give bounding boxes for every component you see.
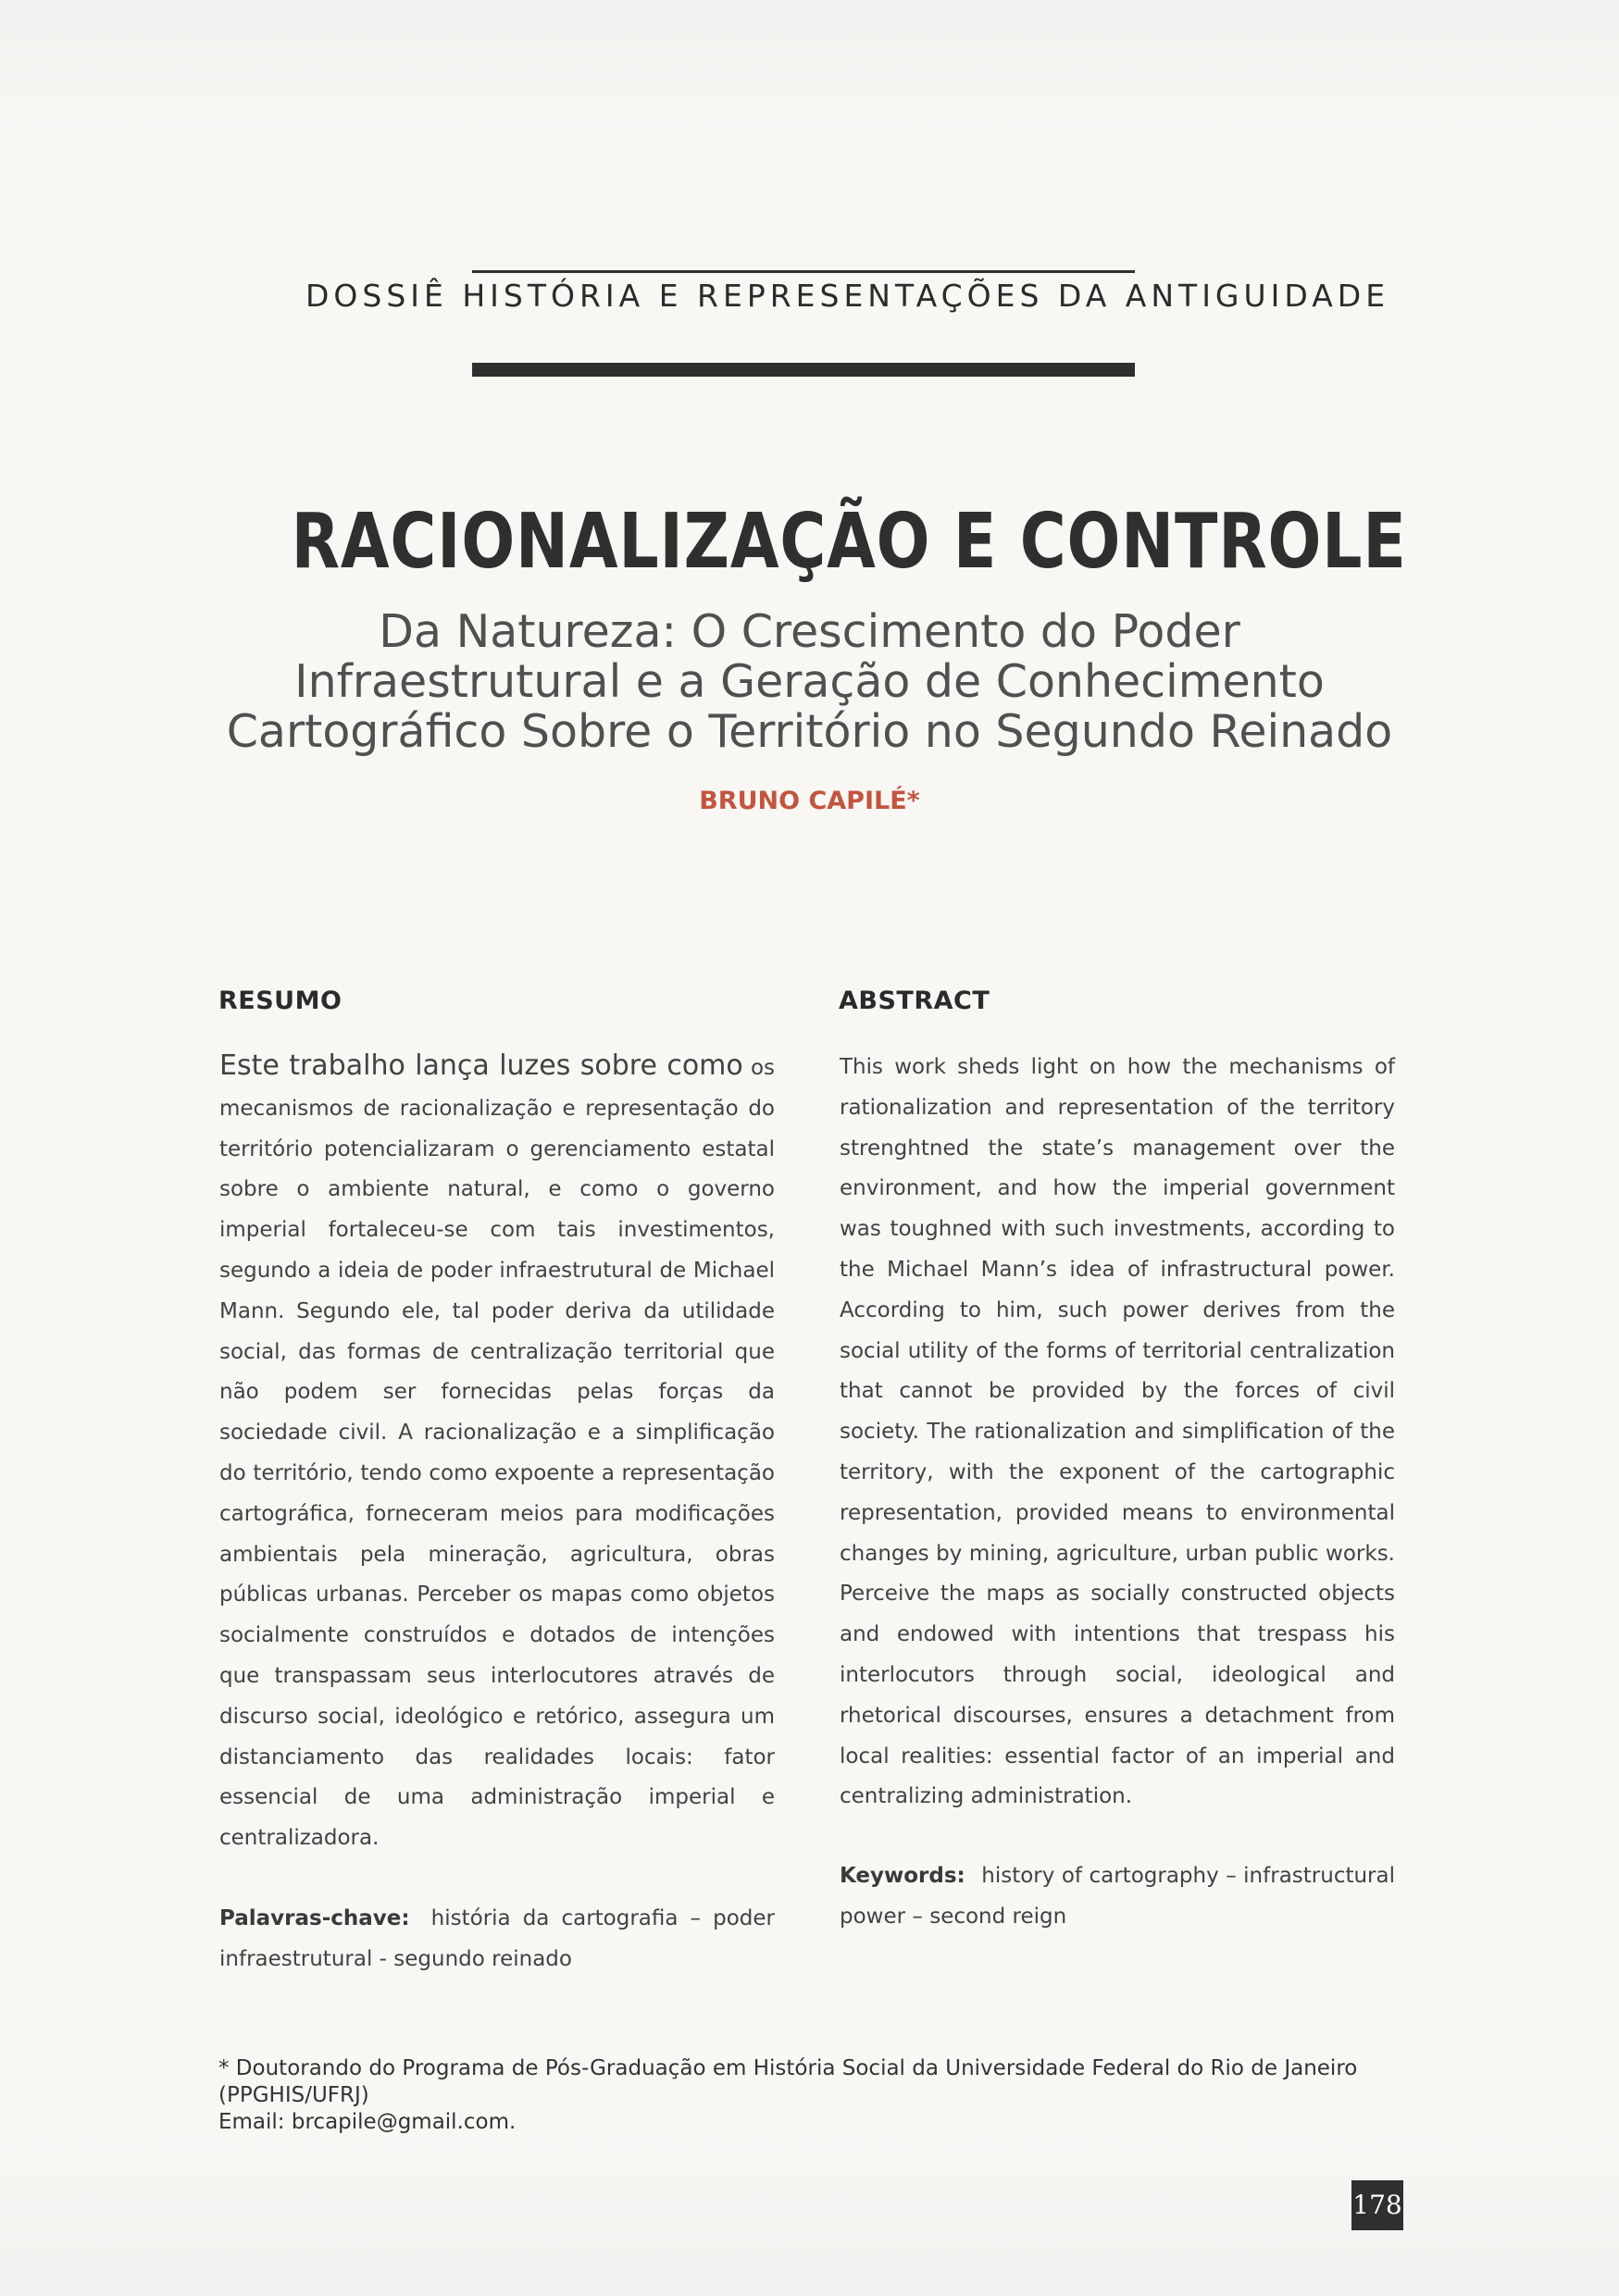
abstract-keywords-text: history of cartography – infrastructural power – second reign [840, 1864, 1395, 1929]
dossier-header: DOSSIÊ HISTÓRIA E REPRESENTAÇÕES DA ANTIGUIDADE [305, 278, 1390, 314]
author-footnote [218, 2055, 1403, 2136]
resumo-heading: RESUMO [218, 987, 342, 1015]
abstract-keywords-label: Keywords: [840, 1864, 965, 1888]
article-title: RACIONALIZAÇÃO E CONTROLE [291, 498, 1407, 586]
article-subtitle [167, 607, 1452, 757]
resumo-text [219, 1046, 775, 1859]
page-number: 178 [1351, 2180, 1403, 2230]
resumo-body: os mecanismos de racionalização e representação do território potencializaram o gerenciamento estatal sobre o ambiente natural, e como o governo imperial fortaleceu-se com tais investimentos, segundo a ideia de poder infraestrutural de Michael Mann. Segundo ele, tal poder deriva da utilidade social, das formas de centralização territorial que não podem ser fornecidas pelas forças da sociedade civil. A racionalização e a simplificação do território, tendo como expoente a representação cartográfica, forneceram meios para modificações ambientais pela mineração, agricultura, obras públicas urbanas. Perceber os mapas como objetos socialmente construídos e dotados de intenções que transpassam seus interlocutores através de discurso social, ideológico e retórico, assegura um distanciamento das realidades locais: fator essencial de uma administração imperial e centralizadora. [219, 1056, 775, 1851]
resumo-lead: Este trabalho lança luzes sobre como [219, 1049, 743, 1082]
abstract-text: This work sheds light on how the mechanisms of rationalization and representation of the territory strenghtned the state’s management over the environment, and how the imperial government was toughned with such investments, according to the Michael Mann’s idea of infrastructural power. According to him, such power derives from the social utility of the forms of territorial centralization that cannot be provided by the forces of civil society. The rationalization and simplification of the territory, with the exponent of the cartographic representation, provided means to environmental changes by mining, agriculture, urban public works. Perceive the maps as socially constructed objects and endowed with intentions that trespass his interlocutors through social, ideological and rhetorical discourses, ensures a detachment from local realities: essential factor of an imperial and centralizing administration. [840, 1055, 1395, 1809]
footnote-email: Email: brcapile@gmail.com. [218, 2110, 517, 2134]
footnote-affiliation: * Doutorando do Programa de Pós-Graduação em História Social da Universidade Federal do Rio de Janeiro [218, 2056, 1358, 2080]
resumo-keywords-text: história da cartografia – poder infraestrutural - segundo reinado [219, 1906, 775, 1971]
header-rule-thin [472, 270, 1135, 273]
subtitle-line: Da Natureza: O Crescimento do Poder [379, 605, 1240, 658]
subtitle-line: Infraestrutural e a Geração de Conhecimento [294, 655, 1325, 708]
resumo-keywords-label: Palavras-chave: [219, 1906, 410, 1930]
footnote-affiliation-abbr: (PPGHIS/UFRJ) [218, 2083, 369, 2107]
resumo-keywords [219, 1899, 775, 1980]
abstract-keywords [840, 1856, 1395, 1938]
subtitle-line: Cartográfico Sobre o Território no Segundo Reinado [226, 705, 1393, 758]
header-rule-thick [472, 363, 1135, 377]
author-name: BRUNO CAPILÉ* [699, 787, 920, 815]
abstract-heading: ABSTRACT [839, 987, 990, 1015]
